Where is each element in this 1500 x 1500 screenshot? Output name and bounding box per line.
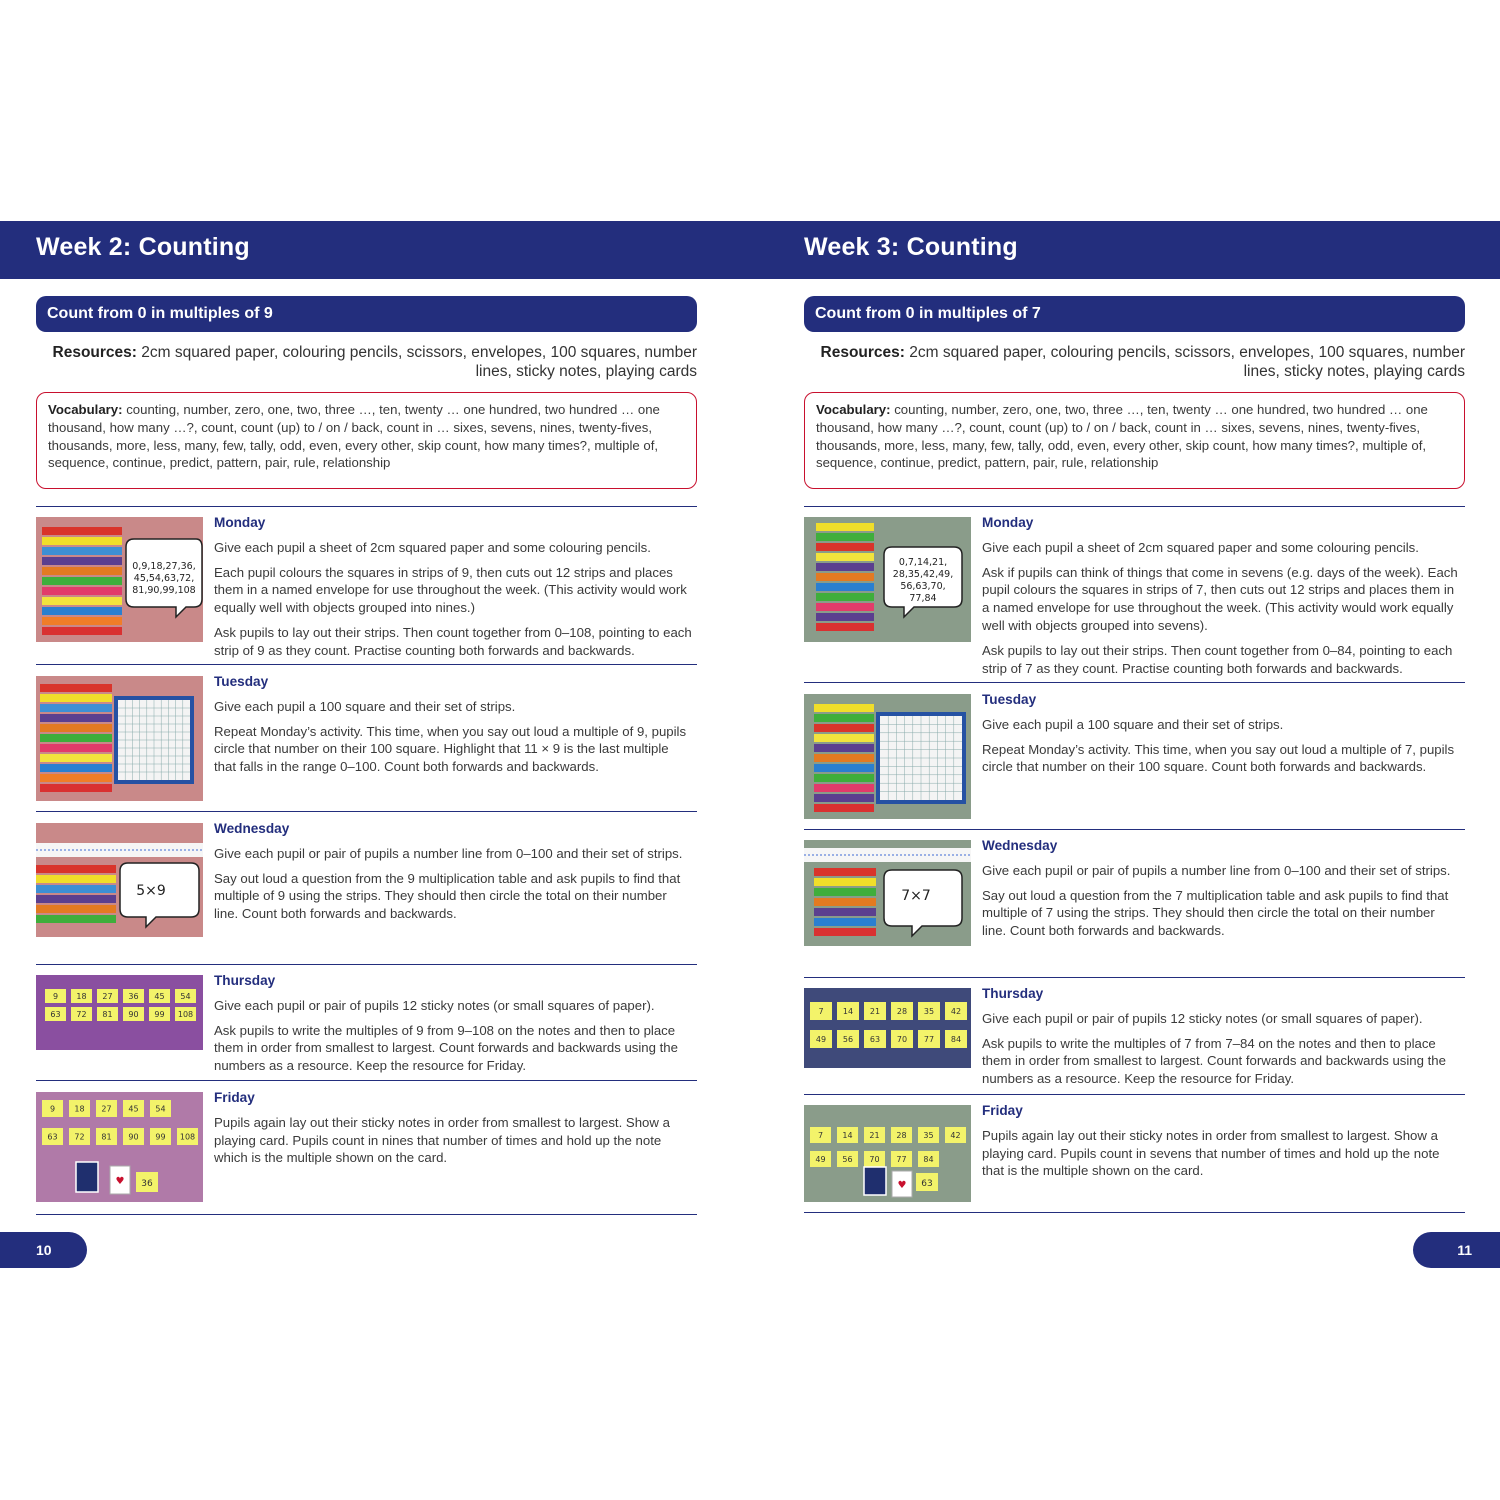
bubble-line: 0,7,14,21, [898,557,948,568]
paper-strips [40,684,112,792]
sticky-note-number: 90 [128,1132,139,1142]
friday-photo [36,1092,203,1202]
paragraph: Give each pupil a sheet of 2cm squared paper and some colouring pencils. [214,539,651,555]
wednesday-photo [36,823,203,937]
bubble-line: 77,84 [909,593,937,604]
heart-icon: ♥ [897,1180,907,1191]
sticky-note-number: 9 [52,992,59,1001]
paper-strips [814,868,876,936]
paragraph: Ask pupils to lay out their strips. Then count together from 0–84, pointing to each strip of 7 as they count. Practise counting both forwards and backwards. [982,642,1453,676]
sticky-note-number: 9 [49,1104,56,1114]
paper-strips [42,527,122,635]
sticky-note-number: 84 [950,1035,962,1044]
vocabulary-box [804,392,1465,489]
objective-heading: Count from 0 in multiples of 9 [36,296,697,332]
vocabulary-text: counting, number, zero, one, two, three …, ten, twenty … one hundred, two hundred … one thousand, how many …?, count, count (up) to / on / back, count in … sixes, sevens, nines, twenty-fives, thousands, more, less, many, few, tally, odd, even, every other, skip count, how many times?, multiple of, sequence, continue, predict, pattern, pair, rule, relationship [816,402,1428,471]
monday-photo [804,517,971,642]
divider [36,811,697,812]
sticky-note-number: 81 [102,1010,113,1019]
held-note-number: 63 [921,1179,933,1189]
monday-section [982,514,1460,684]
sticky-note-number: 70 [896,1035,908,1044]
divider [804,1212,1465,1213]
sticky-note-number: 63 [50,1010,61,1019]
vocabulary-label: Vocabulary: [48,402,123,417]
sticky-note-number: 84 [923,1155,934,1164]
bubble-line: 28,35,42,49, [892,569,954,580]
sticky-note-number: 28 [896,1131,907,1140]
sticky-note-number: 90 [128,1010,139,1019]
sticky-note-number: 70 [869,1155,880,1164]
sticky-note-number: 35 [923,1007,935,1016]
day-heading: Friday [982,1103,1023,1118]
paper-strips [814,704,874,812]
card-deck [864,1167,886,1195]
wednesday-photo [804,840,971,946]
heart-icon: ♥ [115,1176,125,1187]
sticky-note-number: 45 [128,1104,139,1114]
paragraph: Give each pupil or pair of pupils 12 sticky notes (or small squares of paper). [982,1010,1423,1026]
paragraph: Ask pupils to write the multiples of 7 from 7–84 on the notes and then to place them in order from smallest to largest. Count forwards and backwards using the numbers as a resource. Keep the resource for Friday. [982,1035,1446,1087]
sticky-note-number: 56 [842,1155,853,1164]
vocabulary-box [36,392,697,489]
paragraph: Give each pupil a 100 square and their set of strips. [214,698,516,714]
wednesday-section [982,837,1460,947]
page-number: 10 [0,1232,87,1268]
sticky-note-number: 21 [869,1007,881,1016]
friday-section [982,1102,1460,1187]
thursday-section [982,985,1460,1095]
friday-photo [804,1105,971,1202]
paragraph: Ask if pupils can think of things that come in sevens (e.g. days of the week). Each pupil colours the squares in strips of 7, then cuts out 12 strips and places them in a named envelope for use throughout the week. (This activity would work equally well with objects grouped into sevens). [982,564,1458,633]
week-title: Week 3: Counting [804,233,1018,261]
divider [804,977,1465,978]
day-heading: Thursday [982,986,1044,1001]
divider [804,506,1465,507]
friday-section [214,1089,692,1174]
sticky-note-number: 27 [102,992,113,1001]
resources-line [804,343,1465,381]
day-heading: Tuesday [982,692,1037,707]
divider [804,829,1465,830]
paragraph: Repeat Monday’s activity. This time, when you say out loud a multiple of 9, pupils circle that number on their 100 square. Highlight that 11 × 9 is the last multiple that falls in the range 0–100. Count both forwards and backwards. [214,723,687,775]
right-page [804,0,1465,1500]
sticky-note-number: 14 [842,1007,854,1016]
thursday-photo [36,975,203,1050]
week-title: Week 2: Counting [36,233,250,261]
day-heading: Wednesday [214,821,290,836]
left-page [36,0,697,1500]
sticky-note-number: 72 [76,1010,87,1019]
page-number: 11 [1413,1232,1500,1268]
sticky-note-number: 7 [818,1007,824,1016]
sticky-note-number: 63 [47,1132,58,1142]
sticky-note-number: 28 [896,1007,908,1016]
paragraph: Give each pupil or pair of pupils a number line from 0–100 and their set of strips. [214,845,683,861]
tuesday-photo [36,676,203,801]
bubble-line: 0,9,18,27,36, [132,561,196,572]
day-heading: Friday [214,1090,255,1105]
paragraph: Give each pupil or pair of pupils 12 sticky notes (or small squares of paper). [214,997,655,1013]
paragraph: Say out loud a question from the 9 multiplication table and ask pupils to find that multiple of 9 using the strips. They should then circle the total on their number line. Count both forwards and backwards. [214,870,681,922]
day-heading: Wednesday [982,838,1058,853]
paragraph: Give each pupil a sheet of 2cm squared paper and some colouring pencils. [982,539,1419,555]
paper-strips [816,523,874,631]
day-heading: Monday [982,515,1034,530]
sticky-note-number: 42 [950,1007,962,1016]
bubble-line: 45,54,63,72, [133,573,195,584]
paragraph: Pupils again lay out their sticky notes in order from smallest to largest. Show a playing card. Pupils count in nines that number of times and hold up the note which is the multiple shown on the card. [214,1114,670,1166]
resources-label: Resources: [52,344,137,361]
bubble-line: 81,90,99,108 [132,585,196,596]
paragraph: Give each pupil a 100 square and their set of strips. [982,716,1284,732]
sticky-note-number: 35 [923,1131,934,1140]
paragraph: Each pupil colours the squares in strips of 9, then cuts out 12 strips and places them in a named envelope for use throughout the week. (This activity would work equally well with objects grouped into nines.) [214,564,687,616]
wednesday-section [214,820,692,930]
paragraph: Ask pupils to lay out their strips. Then count together from 0–108, pointing to each strip of 9 as they count. Practise counting both forwards and backwards. [214,624,692,658]
sticky-note-number: 18 [76,992,87,1001]
card-deck [76,1162,98,1192]
divider [36,506,697,507]
resources-label: Resources: [820,344,905,361]
sticky-note-number: 36 [128,992,139,1001]
paragraph: Ask pupils to write the multiples of 9 from 9–108 on the notes and then to place them in order from smallest to largest. Count forwards and backwards using the numbers as a resource. Keep the resource for Friday. [214,1022,678,1074]
held-note-number: 36 [141,1179,153,1189]
sticky-note-number: 54 [155,1104,166,1114]
sticky-note-number: 56 [842,1035,854,1044]
resources-line [36,343,697,381]
paragraph: Say out loud a question from the 7 multiplication table and ask pupils to find that multiple of 7 using the strips. They should then circle the total on their number line. Count both forwards and backwards. [982,887,1449,939]
thursday-photo [804,988,971,1068]
sticky-note-number: 77 [923,1035,935,1044]
sticky-note-number: 72 [74,1132,85,1142]
day-heading: Tuesday [214,674,269,689]
divider [36,964,697,965]
sticky-note-number: 77 [896,1155,907,1164]
sticky-note-number: 7 [817,1131,824,1140]
paragraph: Pupils again lay out their sticky notes in order from smallest to largest. Show a playing card. Pupils count in sevens that number of times and hold up the note that is the multiple shown on the card. [982,1127,1440,1179]
thursday-section [214,972,692,1082]
objective-heading: Count from 0 in multiples of 7 [804,296,1465,332]
sticky-note-number: 42 [950,1131,961,1140]
sticky-note-number: 27 [101,1104,112,1114]
vocabulary-text: counting, number, zero, one, two, three …, ten, twenty … one hundred, two hundred … one thousand, how many …?, count, count (up) to / on / back, count in … sixes, sevens, nines, twenty-fives, thousands, more, less, many, few, tally, odd, even, every other, skip count, how many times?, multiple of, sequence, continue, predict, pattern, pair, rule, relationship [48,402,660,471]
tuesday-photo [804,694,971,819]
day-heading: Monday [214,515,266,530]
sticky-note-number: 108 [179,1132,196,1142]
day-heading: Thursday [214,973,276,988]
monday-photo [36,517,203,642]
resources-text: 2cm squared paper, colouring pencils, scissors, envelopes, 100 squares, number lines, sticky notes, playing cards [909,344,1465,380]
tuesday-section [982,691,1460,783]
tuesday-section [214,673,692,783]
sticky-note-number: 54 [180,992,191,1001]
bubble-question: 7×7 [901,888,931,904]
sticky-note-number: 18 [74,1104,85,1114]
sticky-note-number: 108 [177,1010,194,1019]
sticky-note-number: 14 [842,1131,853,1140]
bubble-line: 56,63,70, [900,581,946,592]
sticky-note-number: 99 [155,1132,166,1142]
resources-text: 2cm squared paper, colouring pencils, scissors, envelopes, 100 squares, number lines, sticky notes, playing cards [141,344,697,380]
sticky-note-number: 63 [869,1035,881,1044]
monday-section [214,514,692,667]
paragraph: Give each pupil or pair of pupils a number line from 0–100 and their set of strips. [982,862,1451,878]
sticky-note-number: 45 [154,992,165,1001]
vocabulary-label: Vocabulary: [816,402,891,417]
sticky-note-number: 49 [815,1155,826,1164]
sticky-note-number: 99 [154,1010,165,1019]
sticky-note-number: 49 [815,1035,827,1044]
paragraph: Repeat Monday’s activity. This time, when you say out loud a multiple of 7, pupils circle that number on their 100 square. Count both forwards and backwards. [982,741,1455,775]
bubble-question: 5×9 [136,883,166,899]
sticky-note-number: 21 [869,1131,880,1140]
sticky-note-number: 81 [101,1132,112,1142]
divider [36,1214,697,1215]
